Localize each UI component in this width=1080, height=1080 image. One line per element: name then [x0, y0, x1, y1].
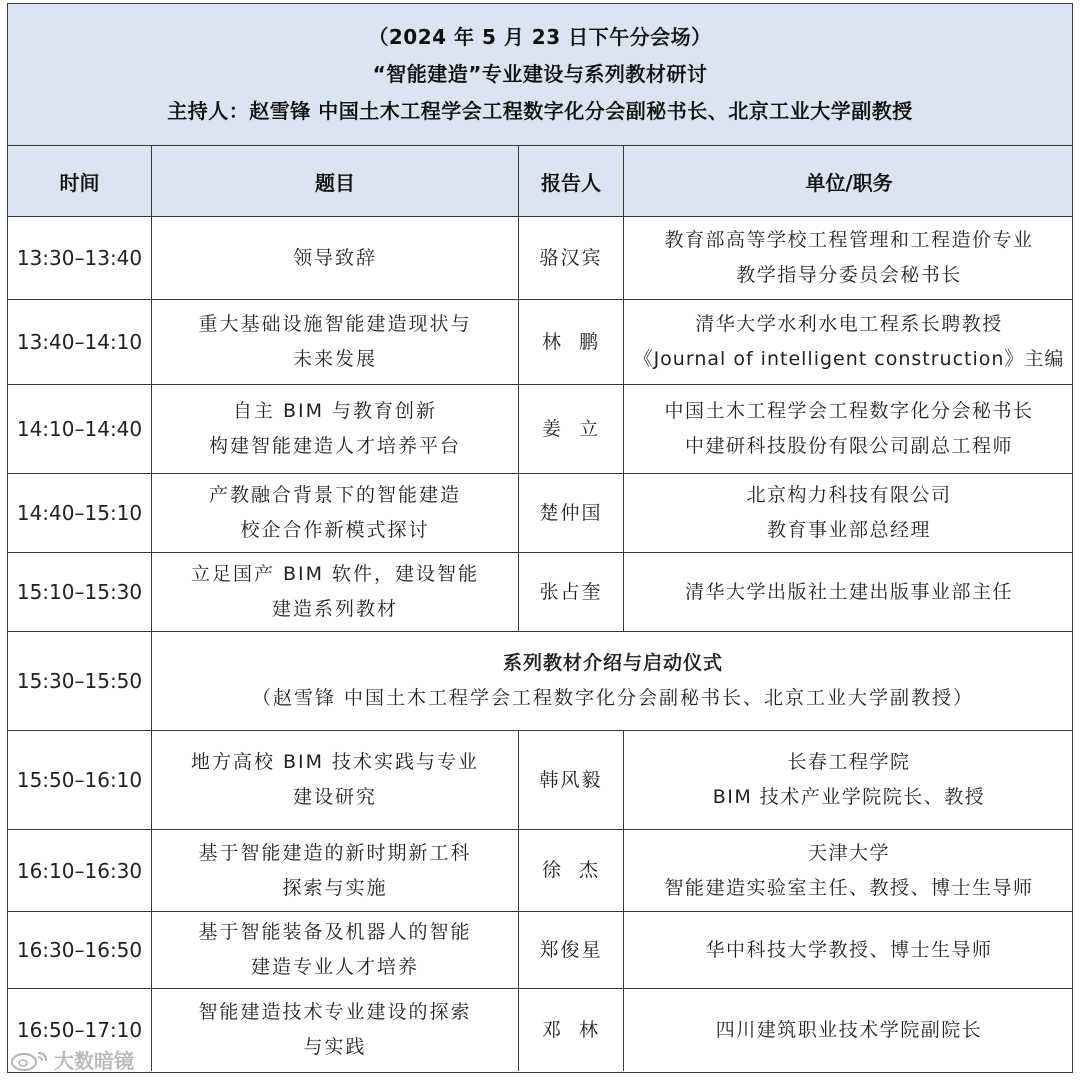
unit-line: 华中科技大学教授、博士生导师 [705, 938, 993, 961]
time-text: 15:30–15:50 [16, 669, 143, 693]
unit-cell [623, 553, 1074, 631]
topic-line: 自主 BIM 与教育创新 [232, 400, 438, 422]
time-cell [8, 830, 151, 911]
topic-line: 基于智能装备及机器人的智能 [198, 921, 472, 943]
weibo-logo-icon [10, 1049, 50, 1071]
table-row [8, 300, 1072, 385]
schedule-table [7, 3, 1073, 1073]
topic-cell [151, 474, 518, 552]
unit-cell [623, 385, 1074, 473]
topic-cell [151, 912, 518, 988]
time-cell [8, 217, 151, 299]
time-text: 16:50–17:10 [16, 1018, 143, 1042]
speaker-name: 骆汉宾 [539, 246, 603, 269]
unit-line: 教育部高等学校工程管理和工程造价专业 [664, 229, 1034, 251]
table-row [8, 474, 1072, 553]
topic-cell [151, 830, 518, 911]
speaker-cell [518, 912, 623, 988]
column-header-unit: 单位/职务 [623, 146, 1074, 216]
topic-line: 构建智能建造人才培养平台 [208, 435, 461, 457]
unit-line: 天津大学 [807, 841, 890, 864]
speaker-cell [518, 474, 623, 552]
speaker-cell [518, 731, 623, 829]
time-text: 13:30–13:40 [16, 246, 143, 270]
special-session-title: 系列教材介绍与启动仪式 [502, 652, 723, 674]
session-date: （2024 年 5 月 23 日下午分会场） [368, 25, 712, 49]
time-text: 15:10–15:30 [16, 580, 143, 604]
topic-cell [151, 553, 518, 631]
topic-line: 校企合作新模式探讨 [240, 519, 430, 541]
topic-line: 立足国产 BIM 软件，建设智能 [190, 563, 480, 585]
time-text: 16:30–16:50 [16, 938, 143, 962]
topic-line: 地方高校 BIM 技术实践与专业 [190, 751, 480, 773]
table-row [8, 632, 1072, 731]
topic-cell [151, 731, 518, 829]
unit-line: 《Journal of intelligent construction》主编 [633, 348, 1065, 370]
speaker-cell [518, 553, 623, 631]
speaker-name: 姜 立 [541, 417, 601, 440]
watermark [10, 1045, 134, 1074]
unit-cell [623, 989, 1074, 1071]
session-host: 主持人：赵雪锋 中国土木工程学会工程数字化分会副秘书长、北京工业大学副教授 [167, 99, 913, 123]
unit-line: 清华大学出版社土建出版事业部主任 [684, 580, 1013, 603]
unit-cell [623, 830, 1074, 911]
topic-cell [151, 217, 518, 299]
unit-cell [623, 474, 1074, 552]
speaker-cell [518, 300, 623, 384]
table-row [8, 553, 1072, 632]
speaker-name: 徐 杰 [541, 859, 601, 881]
time-text: 16:10–16:30 [16, 858, 143, 883]
topic-line: 智能建造技术专业建设的探索 [198, 1001, 472, 1023]
topic-line: 建设研究 [292, 786, 377, 808]
speaker-name: 张占奎 [539, 580, 603, 603]
time-text: 15:50–16:10 [16, 768, 143, 792]
special-session-cell [151, 632, 1074, 730]
column-headers [8, 146, 1072, 217]
topic-line: 重大基础设施智能建造现状与 [198, 313, 472, 335]
topic-line: 领导致辞 [292, 246, 377, 269]
time-cell [8, 632, 151, 730]
time-cell [8, 731, 151, 829]
speaker-name: 楚仲国 [539, 501, 603, 524]
time-cell [8, 385, 151, 473]
speaker-cell [518, 989, 623, 1071]
table-row [8, 385, 1072, 474]
speaker-name: 邓 林 [541, 1018, 601, 1041]
speaker-name: 韩风毅 [539, 768, 603, 791]
unit-line: 四川建筑职业技术学院副院长 [715, 1018, 983, 1041]
time-cell [8, 553, 151, 631]
unit-line: 北京构力科技有限公司 [746, 484, 952, 506]
unit-line: BIM 技术产业学院院长、教授 [712, 786, 986, 808]
unit-cell [623, 731, 1074, 829]
table-row [8, 731, 1072, 830]
unit-line: 教学指导分委员会秘书长 [736, 264, 962, 286]
topic-line: 建造系列教材 [271, 598, 398, 620]
speaker-cell [518, 385, 623, 473]
time-text: 14:40–15:10 [16, 501, 143, 525]
special-session-host: （赵雪锋 中国土木工程学会工程数字化分会副秘书长、北京工业大学副教授） [251, 687, 975, 709]
session-header [8, 4, 1072, 146]
column-header-speaker: 报告人 [518, 146, 623, 216]
topic-line: 基于智能建造的新时期新工科 [198, 841, 472, 864]
table-row [8, 912, 1072, 989]
speaker-cell [518, 217, 623, 299]
topic-line: 探索与实施 [282, 876, 388, 899]
column-header-topic: 题目 [151, 146, 518, 216]
unit-line: 长春工程学院 [787, 751, 911, 773]
topic-line: 建造专业人才培养 [250, 956, 419, 978]
speaker-cell [518, 830, 623, 911]
column-header-time: 时间 [59, 170, 100, 195]
watermark-text: 大数暗镜 [54, 1049, 134, 1073]
topic-cell [151, 300, 518, 384]
session-title: “智能建造”专业建设与系列教材研讨 [372, 62, 708, 86]
time-cell [8, 300, 151, 384]
unit-line: 中国土木工程学会工程数字化分会秘书长 [664, 400, 1034, 422]
speaker-name: 林 鹏 [541, 330, 601, 353]
unit-cell [623, 300, 1074, 384]
unit-line: 中建研科技股份有限公司副总工程师 [684, 435, 1013, 457]
speaker-name: 郑俊星 [539, 938, 603, 961]
table-row [8, 217, 1072, 300]
time-text: 13:40–14:10 [16, 330, 143, 354]
unit-line: 智能建造实验室主任、教授、博士生导师 [664, 876, 1034, 899]
unit-cell [623, 217, 1074, 299]
topic-cell [151, 989, 518, 1071]
topic-line: 产教融合背景下的智能建造 [208, 484, 461, 506]
topic-line: 未来发展 [292, 348, 377, 370]
unit-line: 清华大学水利水电工程系长聘教授 [695, 313, 1003, 335]
topic-line: 与实践 [303, 1036, 367, 1058]
table-row [8, 830, 1072, 912]
time-cell [8, 474, 151, 552]
time-text: 14:10–14:40 [16, 417, 143, 441]
unit-line: 教育事业部总经理 [766, 519, 931, 541]
unit-cell [623, 912, 1074, 988]
table-row [8, 989, 1072, 1071]
time-cell [8, 912, 151, 988]
topic-cell [151, 385, 518, 473]
